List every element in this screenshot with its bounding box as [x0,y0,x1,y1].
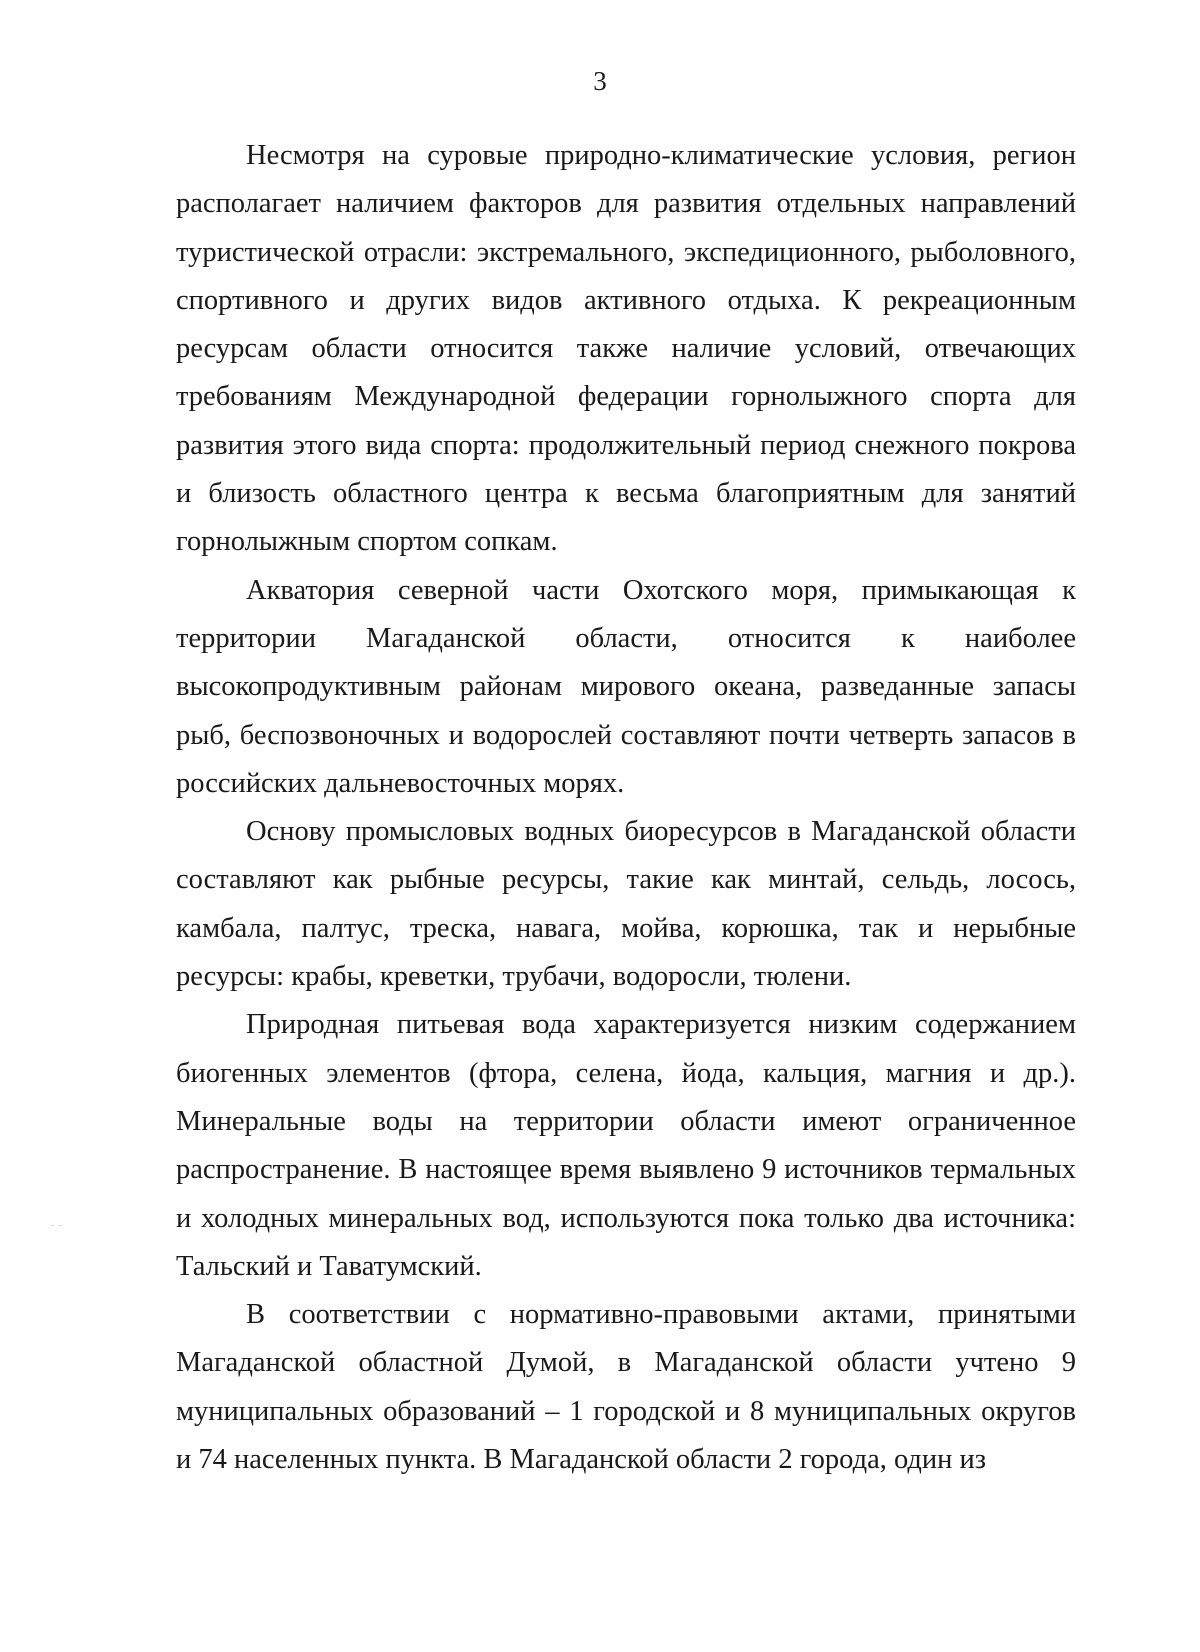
page-number: 3 [593,66,607,96]
paragraph-okhotsk-sea: Акватория северной части Охотского моря, примыкающая к территории Магаданской области, относится к наиболее высокопродуктивным районам мирового океана, разведанные запасы рыб, беспозвоночных и водорослей составляют почти четверть запасов в российских дальневосточных морях. [176,574,1076,799]
paragraph-water: Природная питьевая вода характеризуется низким содержанием биогенных элементов (фтора, селена, йода, кальция, магния и др.). Минеральные воды на территории области имеют ограниченное распространение. В настоящее время выявлено 9 источников термальных и холодных минеральных вод, используются пока только два источника: Тальский и Таватумский. [176,1009,1076,1282]
document-body [176,132,1076,1484]
paragraph-bioresources: Основу промысловых водных биоресурсов в Магаданской области составляют как рыбные ресурсы, такие как минтай, сельдь, лосось, камбала, палтус, треска, навага, мойва, корюшка, так и нерыбные ресурсы: крабы, креветки, трубачи, водоросли, тюлени. [176,816,1076,993]
paragraph-recreation: Несмотря на суровые природно-климатические условия, регион располагает наличием факторов для развития отдельных направлений туристической отрасли: экстремального, экспедиционного, рыболовного, спортивного и других видов активного отдыха. К рекреационным ресурсам области относится также наличие условий, отвечающих требованиям Международной федерации горнолыжного спорта для развития этого вида спорта: продолжительный период снежного покрова и близость областного центра к весьма благоприятным для занятий горнолыжным спортом сопкам. [176,140,1076,558]
scan-artifact: ⁻ ⁻ [50,1223,64,1234]
paragraph-municipalities: В соответствии с нормативно-правовыми актами, принятыми Магаданской областной Думой, в Магаданской области учтено 9 муниципальных образований – 1 городской и 8 муниципальных округов и 74 населенных пункта. В Магаданской области 2 города, один из [176,1299,1076,1476]
